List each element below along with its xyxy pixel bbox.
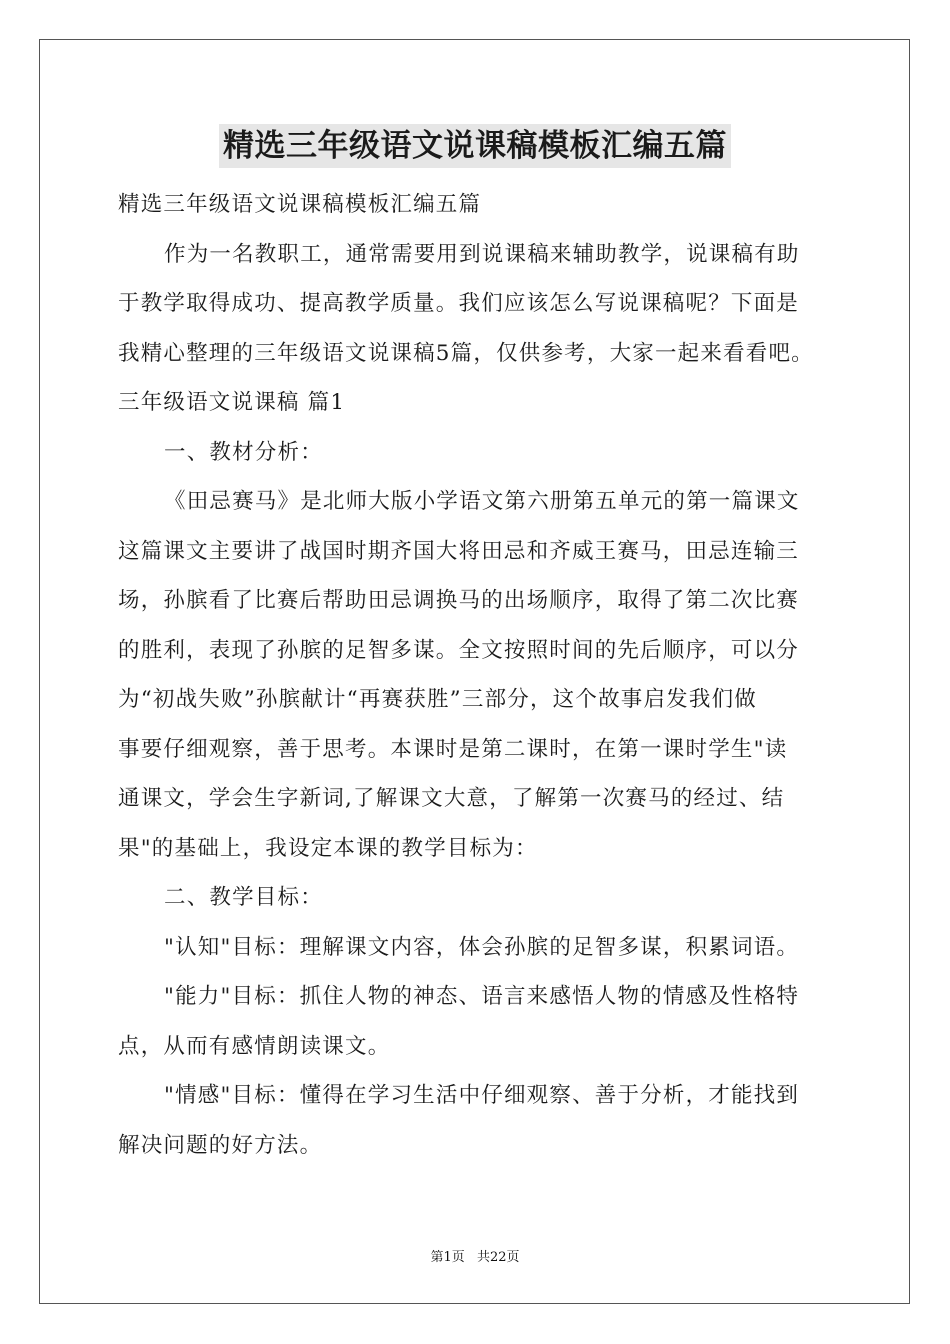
page-footer	[0, 1246, 950, 1265]
text-line: 精选三年级语文说课稿模板汇编五篇	[118, 192, 482, 217]
document-title: 精选三年级语文说课稿模板汇编五篇	[219, 124, 731, 168]
text-line: "认知"目标：理解课文内容，体会孙膑的足智多谋，积累词语。	[164, 934, 800, 960]
text-line: 作为一名教职工，通常需要用到说课稿来辅助教学，说课稿有助	[164, 241, 800, 267]
text-line: 这篇课文主要讲了战国时期齐国大将田忌和齐威王赛马，田忌连输三	[118, 538, 800, 564]
text-line: 于教学取得成功、提高教学质量。我们应该怎么写说课稿呢？下面是	[118, 291, 800, 316]
text-line: 解决问题的好方法。	[118, 1132, 323, 1158]
text-line: 二、教学目标：	[164, 885, 323, 910]
text-line: 一、教材分析：	[164, 439, 323, 465]
text-line: 为“初战失败”孙膑献计“再赛获胜”三部分，这个故事启发我们做	[118, 687, 757, 712]
text-line: 我精心整理的三年级语文说课稿5篇，仅供参考，大家一起来看看吧。	[118, 340, 814, 366]
text-line: "能力"目标：抓住人物的神态、语言来感悟人物的情感及性格特	[164, 984, 800, 1009]
text-line: 的胜利，表现了孙膑的足智多谋。全文按照时间的先后顺序，可以分	[118, 637, 800, 663]
text-line: 《田忌赛马》是北师大版小学语文第六册第五单元的第一篇课文	[164, 489, 800, 514]
document-body	[118, 180, 838, 1170]
text-line: 三年级语文说课稿 篇1	[118, 390, 346, 415]
text-line: 果"的基础上，我设定本课的教学目标为：	[118, 835, 538, 861]
page-total: 共22页	[476, 1250, 520, 1265]
title-container	[0, 124, 950, 168]
text-line: "情感"目标：懂得在学习生活中仔细观察、善于分析，才能找到	[164, 1083, 800, 1108]
text-line: 通课文，学会生字新词,了解课文大意，了解第一次赛马的经过、结	[118, 786, 785, 811]
text-line: 场，孙膑看了比赛后帮助田忌调换马的出场顺序，取得了第二次比赛	[118, 588, 800, 613]
page-number: 第1页	[430, 1250, 465, 1265]
text-line: 事要仔细观察，善于思考。本课时是第二课时，在第一课时学生"读	[118, 736, 788, 762]
text-line: 点，从而有感情朗读课文。	[118, 1033, 391, 1059]
